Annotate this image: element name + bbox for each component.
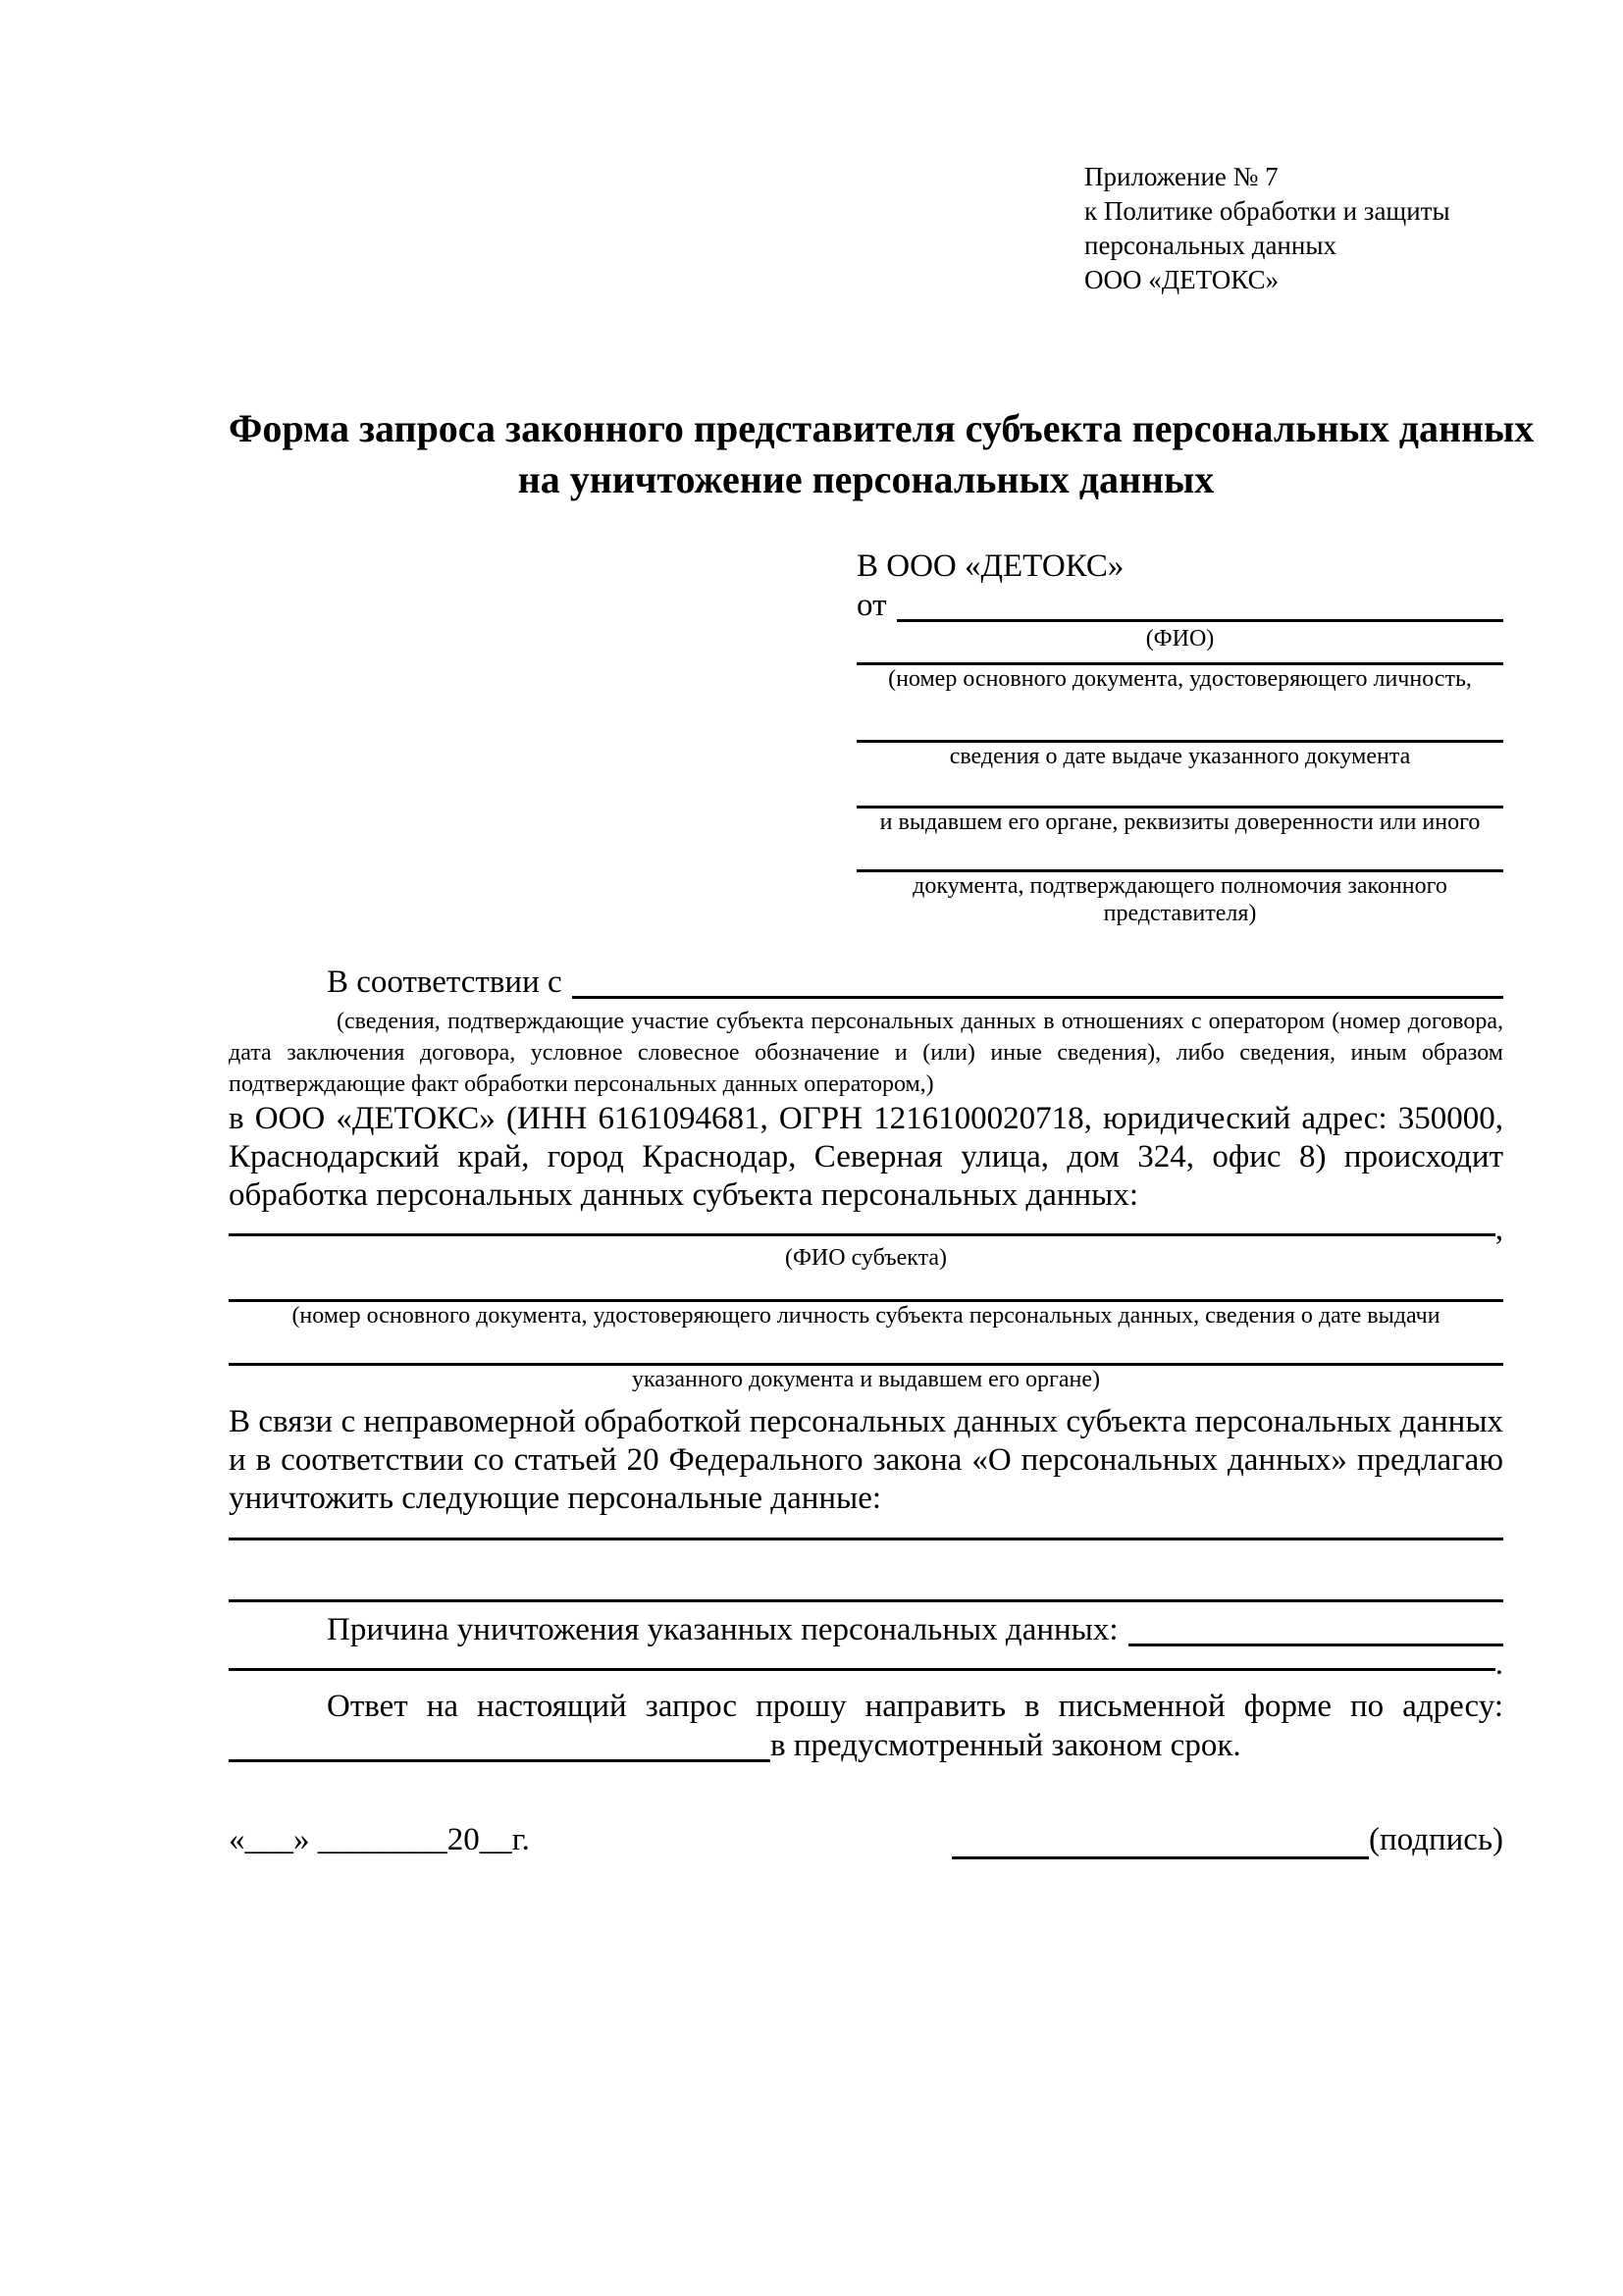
- addressee-from-row: [857, 586, 1503, 625]
- field-caption: и выдавшем его органе, реквизиты доверенности или иного: [879, 809, 1481, 835]
- from-field-line: [897, 586, 1504, 622]
- appendix-line-1: Приложение № 7: [1084, 162, 1279, 191]
- subject-caption: (ФИО субъекта): [784, 1245, 948, 1271]
- signature-field-line: [952, 1823, 1369, 1859]
- field-line: [857, 854, 1503, 872]
- form-title: [229, 403, 1535, 505]
- accordance-note: (сведения, подтверждающие участие субъекта персональных данных в отношениях с оператором (номер договора, дата заключения договора, условное словесное обозначение и (или) иные сведения), либо сведения, иным образом подтверждающие факт обработки персональных данных оператором,): [229, 1009, 1503, 1097]
- addressee-field-3: [857, 790, 1503, 836]
- addressee-field-4: [857, 854, 1503, 927]
- appendix-line-2: к Политике обработки и защиты: [1084, 196, 1450, 226]
- field-caption: (номер основного документа, удостоверяющего личность субъекта персональных данных, сведения о дате выдачи: [291, 1303, 1440, 1329]
- accordance-label: В соответствии с: [327, 965, 562, 1000]
- field-line: [857, 652, 1503, 665]
- appendix-line-3: персональных данных: [1084, 231, 1336, 260]
- reason-field-line-2: [229, 1668, 1495, 1671]
- accordance-row: [229, 963, 1503, 1002]
- signature-block: [952, 1820, 1503, 1859]
- reply-tail-text: в предусмотренный законом срок.: [770, 1728, 1241, 1763]
- reply-paragraph: Ответ на настоящий запрос прошу направить в письменной форме по адресу:: [327, 1689, 1503, 1724]
- subject-line-comma: ,: [1494, 1212, 1503, 1247]
- field-caption: документа, подтверждающего полномочия законного представителя): [913, 873, 1447, 926]
- blank-field-line-2: [229, 1540, 1503, 1602]
- reason-continuation-row: [229, 1646, 1503, 1682]
- field-caption: сведения о дате выдаче указанного документа: [949, 744, 1411, 769]
- form-title-line-1: Форма запроса законного представителя субъекта персональных данных: [229, 406, 1535, 450]
- fio-caption: (ФИО): [1145, 626, 1215, 652]
- field-line: [229, 1287, 1503, 1302]
- subject-field-row: [229, 1212, 1503, 1247]
- operator-paragraph: в ООО «ДЕТОКС» (ИНН 6161094681, ОГРН 1216100020718, юридический адрес: 350000, Краснодарский край, город Краснодар, Северная улица, дом 324, офис 8) происходит обработка персональных данных субъекта персональных данных:: [229, 1101, 1503, 1213]
- addressee-block: [857, 547, 1503, 927]
- reason-row: [229, 1610, 1503, 1649]
- date-line: «___» ________20__г.: [229, 1822, 530, 1857]
- subject-field-line: [229, 1233, 1495, 1236]
- footer-row: [229, 1820, 1503, 1859]
- accordance-field-line: [572, 963, 1503, 999]
- reason-period: .: [1494, 1646, 1503, 1682]
- field-line: [857, 722, 1503, 743]
- field-caption: указанного документа и выдавшем его органе): [631, 1367, 1101, 1392]
- addressee-field-2: [857, 722, 1503, 770]
- blank-field-line-1: [229, 1518, 1503, 1540]
- addressee-to: В ООО «ДЕТОКС»: [857, 548, 1125, 584]
- field-line: [229, 1351, 1503, 1366]
- addressee-field-1: [857, 652, 1503, 693]
- reason-field-line: [1128, 1610, 1503, 1646]
- reply-tail-row: [229, 1726, 1503, 1765]
- from-label: от: [857, 588, 887, 623]
- subject-doc-field-1: [229, 1287, 1503, 1330]
- appendix-line-4: ООО «ДЕТОКС»: [1084, 265, 1280, 294]
- appendix-block: [1084, 160, 1503, 297]
- subject-doc-field-2: [229, 1351, 1503, 1393]
- field-line: [857, 790, 1503, 809]
- request-paragraph: В связи с неправомерной обработкой персональных данных субъекта персональных данных и в соответствии со статьей 20 Федерального закона «О персональных данных» предлагаю уничтожить следующие персональные данные:: [229, 1404, 1503, 1516]
- form-title-line-2: на уничтожение персональных данных: [517, 457, 1215, 501]
- reason-label: Причина уничтожения указанных персональных данных:: [327, 1612, 1119, 1647]
- signature-caption: (подпись): [1369, 1822, 1503, 1857]
- reply-address-field-line: [229, 1726, 770, 1762]
- field-caption: (номер основного документа, удостоверяющего личность,: [888, 666, 1472, 692]
